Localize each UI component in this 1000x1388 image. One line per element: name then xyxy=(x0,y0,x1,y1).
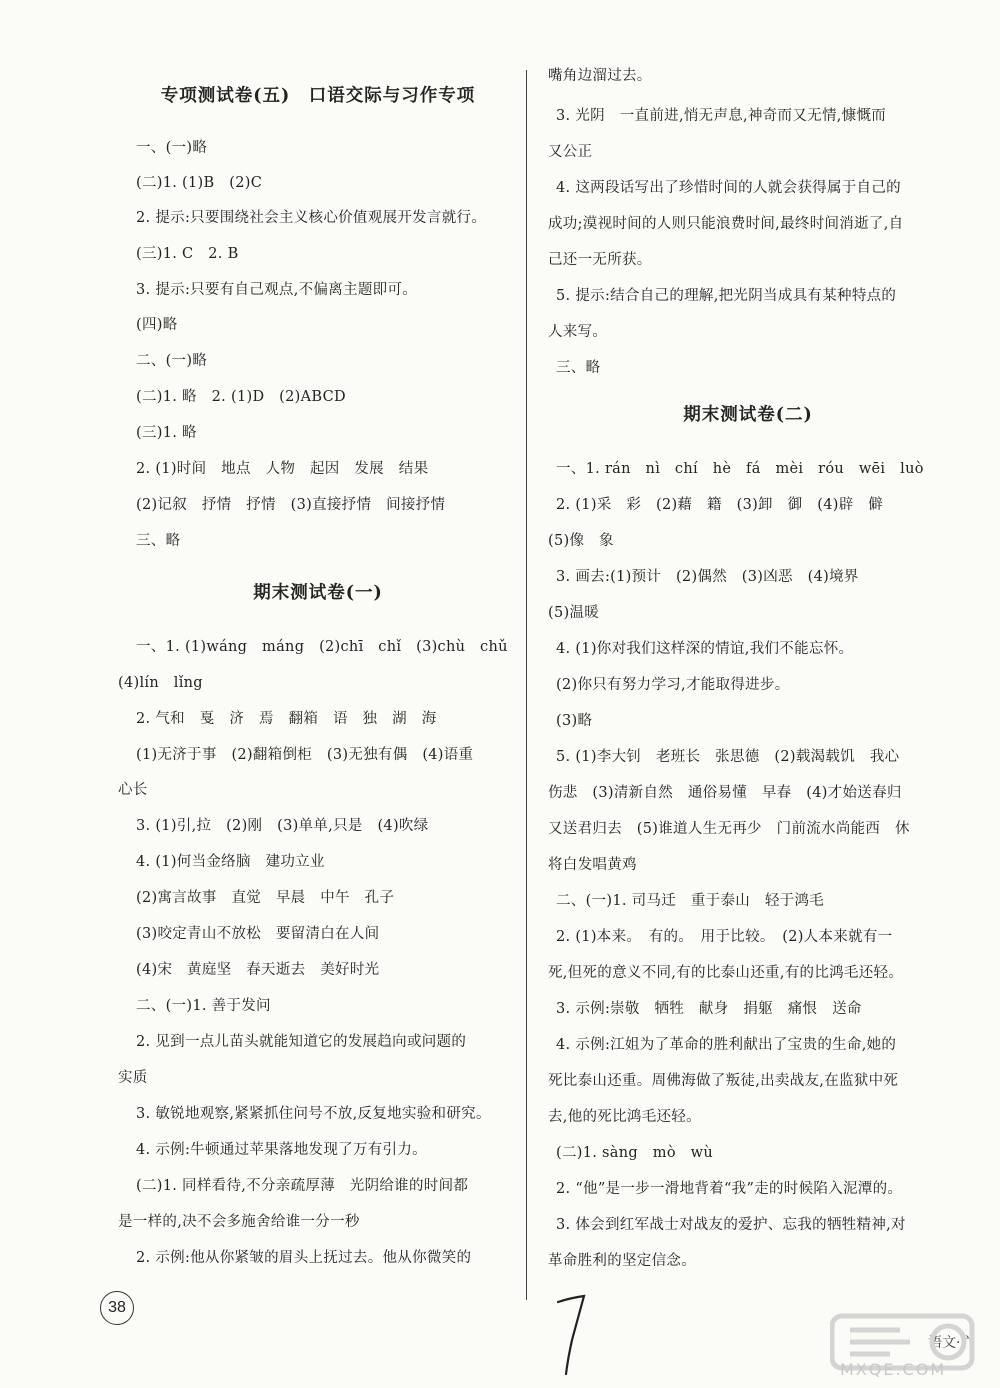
answer-line: 死,但死的意义不同,有的比泰山还重,有的比鸿毛还轻。 xyxy=(548,965,904,981)
answer-line: 2. (1)本来。 有的。 用于比较。 (2)人本来就有一 xyxy=(556,929,893,945)
answer-line: 3. 光阴 一直前进,悄无声息,神奇而又无情,慷慨而 xyxy=(556,108,887,124)
answer-line: 3. 敏锐地观察,紧紧抓住问号不放,反复地实验和研究。 xyxy=(136,1106,491,1122)
answer-line: 将白发唱黄鸡 xyxy=(548,857,637,873)
answer-line: (2)寓言故事 直觉 早晨 中午 孔子 xyxy=(136,890,395,906)
answer-line: (2)你只有努力学习,才能取得进步。 xyxy=(556,677,790,693)
column-divider xyxy=(526,70,527,1300)
answer-line: 成功;漠视时间的人则只能浪费时间,最终时间消逝了,自 xyxy=(548,216,904,232)
answer-line: 2. “他”是一步一滑地背着“我”走的时候陷入泥潭的。 xyxy=(556,1181,903,1197)
answer-line: 是一样的,决不会多施舍给谁一分一秒 xyxy=(118,1214,360,1230)
answer-line: (3)咬定青山不放松 要留清白在人间 xyxy=(136,926,380,942)
answer-line: 2. 见到一点儿苗头就能知道它的发展趋向或问题的 xyxy=(136,1034,467,1050)
footer-subject: 语文·六 xyxy=(928,1335,975,1351)
answer-line: 三、略 xyxy=(136,533,181,549)
answer-line: 3. 体会到红军战士对战友的爱护、忘我的牺牲精神,对 xyxy=(556,1217,906,1233)
answer-line: 人来写。 xyxy=(548,324,608,340)
answer-line: 伤悲 (3)清新自然 通俗易懂 早春 (4)才始送春归 xyxy=(548,785,902,801)
answer-line: 4. (1)何当金络脑 建功立业 xyxy=(136,854,325,870)
answer-line: (4)宋 黄庭坚 春天逝去 美好时光 xyxy=(136,962,380,978)
answer-line: (三)1. C 2. B xyxy=(136,246,239,262)
answer-line: 4. (1)你对我们这样深的情谊,我们不能忘怀。 xyxy=(556,641,854,657)
answer-line: 一、1. (1)wáng máng (2)chī chǐ (3)chù chǔ xyxy=(136,639,508,655)
answer-line: 一、(一)略 xyxy=(136,140,208,156)
answer-line: (二)1. 同样看待,不分亲疏厚薄 光阴给谁的时间都 xyxy=(136,1178,469,1194)
answer-line: 3. 示例:崇敬 牺牲 献身 捐躯 痛恨 送命 xyxy=(556,1001,862,1017)
answer-line: (二)1. 略 2. (1)D (2)ABCD xyxy=(136,389,346,405)
answer-line: 4. 示例:江姐为了革命的胜利献出了宝贵的生命,她的 xyxy=(556,1037,897,1053)
answer-line: (1)无济于事 (2)翻箱倒柜 (3)无独有偶 (4)语重 xyxy=(136,747,474,763)
answer-line: (5)温暖 xyxy=(548,605,600,621)
answer-line: 3. 画去:(1)预计 (2)偶然 (3)凶恶 (4)境界 xyxy=(556,569,859,585)
answer-line: 又公正 xyxy=(548,144,593,160)
answer-line: 革命胜利的坚定信念。 xyxy=(548,1253,696,1269)
answer-line: 4. 这两段话写出了珍惜时间的人就会获得属于自己的 xyxy=(556,180,901,196)
watermark-url: MXQE.COM xyxy=(840,1360,947,1379)
answer-line: 实质 xyxy=(118,1070,148,1086)
answer-line: 4. 示例:牛顿通过苹果落地发现了万有引力。 xyxy=(136,1142,427,1158)
answer-line: 嘴角边溜过去。 xyxy=(548,68,652,84)
handwritten-seven xyxy=(552,1288,592,1378)
answer-line: (2)记叙 抒情 抒情 (3)直接抒情 间接抒情 xyxy=(136,497,446,513)
section-heading: 期末测试卷(一) xyxy=(253,583,383,603)
answer-line: 去,他的死比鸿毛还轻。 xyxy=(548,1109,701,1125)
answer-line: (3)略 xyxy=(556,713,593,729)
answer-line: 2. (1)采 彩 (2)藉 籍 (3)卸 御 (4)辟 僻 xyxy=(556,497,884,513)
section-heading: 期末测试卷(二) xyxy=(683,405,813,425)
answer-line: 2. 示例:他从你紧皱的眉头上抚过去。他从你微笑的 xyxy=(136,1250,472,1266)
answer-line: 2. (1)时间 地点 人物 起因 发展 结果 xyxy=(136,461,429,477)
answer-line: 又送君归去 (5)谁道人生无再少 门前流水尚能西 休 xyxy=(548,821,910,837)
answer-line: 己还一无所获。 xyxy=(548,252,652,268)
answer-line: 三、略 xyxy=(556,360,601,376)
answer-line: (三)1. 略 xyxy=(136,425,197,441)
answer-line: (5)像 象 xyxy=(548,533,614,549)
answer-line: 2. 提示:只要围绕社会主义核心价值观展开发言就行。 xyxy=(136,210,487,226)
answer-line: 心长 xyxy=(118,782,148,798)
answer-line: 死比泰山还重。周佛海做了叛徒,出卖战友,在监狱中死 xyxy=(548,1073,899,1089)
answer-line: 二、(一)1. 司马迁 重于泰山 轻于鸿毛 xyxy=(556,893,825,909)
answer-line: 3. 提示:只要有自己观点,不偏离主题即可。 xyxy=(136,282,418,298)
section-heading: 专项测试卷(五) 口语交际与习作专项 xyxy=(160,86,476,106)
page-number: 38 xyxy=(100,1291,134,1325)
answer-line: 3. (1)引,拉 (2)刚 (3)单单,只是 (4)吹绿 xyxy=(136,818,429,834)
answer-line: 二、(一)略 xyxy=(136,353,208,369)
answer-line: 一、1. rán nì chí hè fá mèi róu wēi luò xyxy=(556,461,924,477)
answer-line: 5. 提示:结合自己的理解,把光阴当成具有某种特点的 xyxy=(556,288,897,304)
answer-line: 5. (1)李大钊 老班长 张思德 (2)载渴载饥 我心 xyxy=(556,749,900,765)
answer-line: (二)1. sàng mò wù xyxy=(556,1145,713,1161)
answer-line: (4)lín lǐng xyxy=(118,675,203,691)
answer-line: 2. 气和 戛 济 焉 翻箱 语 独 湖 海 xyxy=(136,711,437,727)
answer-line: (四)略 xyxy=(136,317,178,333)
answer-line: 二、(一)1. 善于发问 xyxy=(136,998,271,1014)
answer-line: (二)1. (1)B (2)C xyxy=(136,175,263,191)
